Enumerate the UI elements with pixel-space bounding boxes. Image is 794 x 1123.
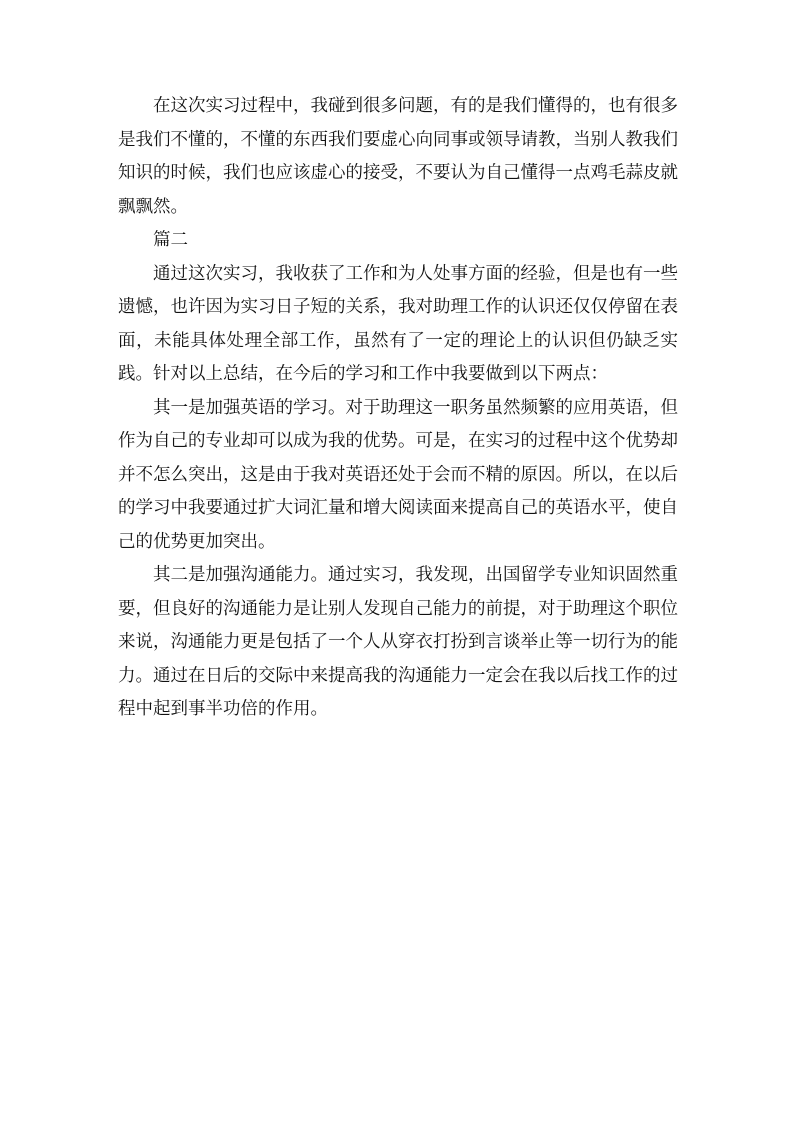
paragraph-communication-skills: 其二是加强沟通能力。通过实习，我发现，出国留学专业知识固然重要，但良好的沟通能力是让别人发现自己能力的前提，对于助理这个职位来说，沟通能力更是包括了一个人从穿衣打扮到言谈举止等一切行为的能力。通过在日后的交际中来提高我的沟通能力一定会在我以后找工作的过程中起到事半功倍的作用。 bbox=[118, 565, 678, 719]
paragraph-internship-summary: 通过这次实习，我收获了工作和为人处事方面的经验，但是也有一些遗憾，也许因为实习日子短的关系，我对助理工作的认识还仅仅停留在表面，未能具体处理全部工作，虽然有了一定的理论上的认识但仍缺乏实践。针对以上总结，在今后的学习和工作中我要做到以下两点： bbox=[118, 263, 678, 384]
section-heading: 篇二 bbox=[153, 230, 188, 250]
paragraph-learning-humility: 在这次实习过程中，我碰到很多问题，有的是我们懂得的，也有很多是我们不懂的，不懂的东西我们要虚心向同事或领导请教，当别人教我们知识的时候，我们也应该虚心的接受，不要认为自己懂得一点鸡毛蒜皮就飘飘然。 bbox=[118, 96, 678, 217]
paragraph-english-study: 其一是加强英语的学习。对于助理这一职务虽然频繁的应用英语，但作为自己的专业却可以成为我的优势。可是，在实习的过程中这个优势却并不怎么突出，这是由于我对英语还处于会而不精的原因。所以，在以后的学习中我要通过扩大词汇量和增大阅读面来提高自己的英语水平，使自己的优势更加突出。 bbox=[118, 397, 678, 552]
document-body bbox=[118, 90, 678, 727]
